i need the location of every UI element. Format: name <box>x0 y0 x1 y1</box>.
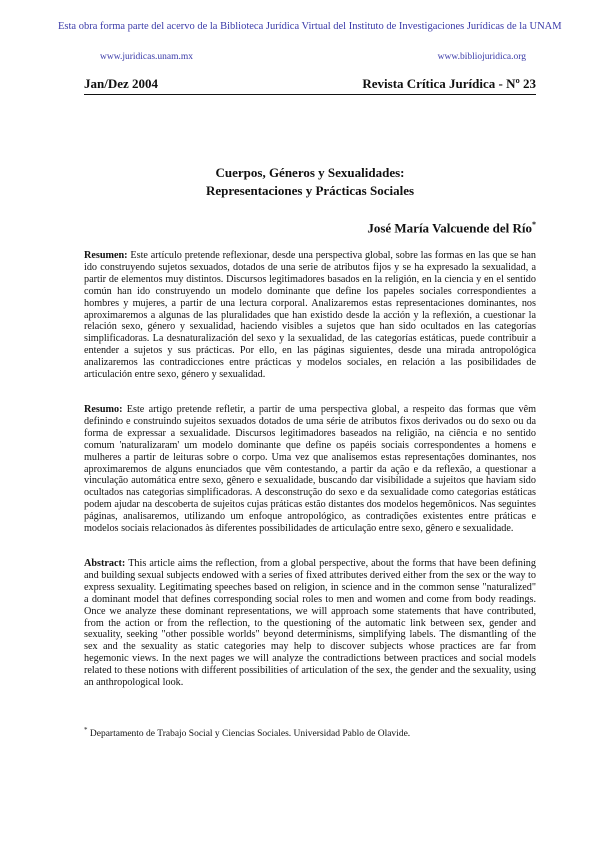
link-bibliojuridica[interactable]: www.bibliojuridica.org <box>437 52 526 62</box>
running-head <box>84 76 536 95</box>
abstract-text: Este artículo pretende reflexionar, desde una perspectiva global, sobre las formas en las que se han ido construyendo sujetos sexuados, dotados de una serie de atributos fijos y se ha expresado la sexualidad, a partir de elementos muy distintos. Discursos legitimadores basados en la religión, en la ciencia y en el sentido común han ido construyendo un modelo dominante que define los papeles sociales correspondientes a hombres y mujeres, a partir de una lectura corporal. Analizaremos estas representaciones dominantes, nos aproximaremos a algunas de las pluralidades que han existido desde la acción y la reflexión, a cuestionar la relación sexo, género y sexualidad, haciendo visibles a sujetos que han sido ocultados en las categorías simplificadoras. La desnaturalización del sexo y la sexualidad, de las categorías estáticas, puede contribuir a entender a sujetos y sus prácticas. Por ello, en las páginas siguientes, desde una mirada antropológica analizaremos las contradicciones entre prácticas y modelos sociales, en relación a las posibilidades de articulación entre sexo, género y sexualidad. <box>84 250 537 381</box>
issue-date: Jan/Dez 2004 <box>84 76 159 91</box>
title-line-2: Representaciones y Prácticas Sociales <box>205 183 415 198</box>
article-title <box>84 164 536 200</box>
abstract-label: Abstract: <box>84 558 126 569</box>
abstract-spanish <box>84 250 536 381</box>
author-line <box>84 220 536 236</box>
author-footnote-mark: * <box>532 220 536 229</box>
abstract-portuguese <box>84 404 536 535</box>
footnote-text: Departamento de Trabajo Social y Ciencias Sociales. Universidad Pablo de Olavide. <box>89 729 411 740</box>
footnote-mark: * <box>84 726 88 734</box>
author-footnote <box>84 724 536 740</box>
link-juridicas[interactable]: www.juridicas.unam.mx <box>100 52 194 62</box>
abstract-text: This article aims the reflection, from a global perspective, about the forms that have been defining and building sexual subjects endowed with a series of fixed attributes derived either from the sex or the way to express sexuality. Legitimating speeches based on religion, in science and in the common sense "naturalized" a dominant model that defines corresponding social roles to men and women and come from body readings. Once we analyze these dominant representations, we will approach some statements that have contributed, from the action or from the reflection, to the questioning of the automatic link between sex, gender and sexuality, seeking "other possible worlds" beyond determinisms, simplifying labels. The dismantling of the sex and the sexuality as static categories may help to discover subjects whose practices are far from hegemonic views. In the next pages we will analyze the contradictions between practices and social models related to these notions with different possibilities of articulation of the sex, the gender and the sexuality, using an anthropological look. <box>84 558 536 689</box>
abstract-english <box>84 558 536 689</box>
title-line-1: Cuerpos, Géneros y Sexualidades: <box>215 165 405 180</box>
abstract-text: Este artigo pretende refletir, a partir de uma perspectiva global, a respeito das formas que vêm definindo e construindo sujeitos sexuados dotados de uma série de atributos fixos derivados ou do sexo ou da forma de expressar a sexualidade. Discursos legitimadores baseados na religião, na ciência e no sentido comum 'naturalizaram' um modelo dominante que define os papéis sociais correspondentes a homens e mulheres a partir de leituras sobre o corpo. Uma vez que analisemos estas representações dominantes, nos aproximaremos de alguns enunciados que vêm contestando, a partir da ação e da reflexão, a questionar a vinculação automática entre sexo, gênero e sexualidade, buscando dar visibilidade a sujeitos que haviam sido ocultados nas categorias simplificadoras. A desconstrução do sexo e da sexualidade como categorias estáticas podem ajudar na descoberta de sujeitos cujas práticas estão distantes dos modelos hegemônicos. Nas seguintes páginas, analisaremos, utilizando um enfoque antropológico, as contradições existentes entre práticas e modelos sociais relacionados às diferentes possibilidades de articulação entre sexo, gênero e sexualidade. <box>84 404 537 535</box>
repository-notice: Esta obra forma parte del acervo de la Biblioteca Jurídica Virtual del Instituto de Investigaciones Jurídicas de la UNAM <box>58 21 562 32</box>
author-name: José María Valcuende del Río <box>367 220 532 236</box>
abstract-label: Resumo: <box>84 404 123 415</box>
journal-title: Revista Crítica Jurídica - Nº 23 <box>362 76 536 91</box>
abstract-label: Resumen: <box>84 250 128 261</box>
